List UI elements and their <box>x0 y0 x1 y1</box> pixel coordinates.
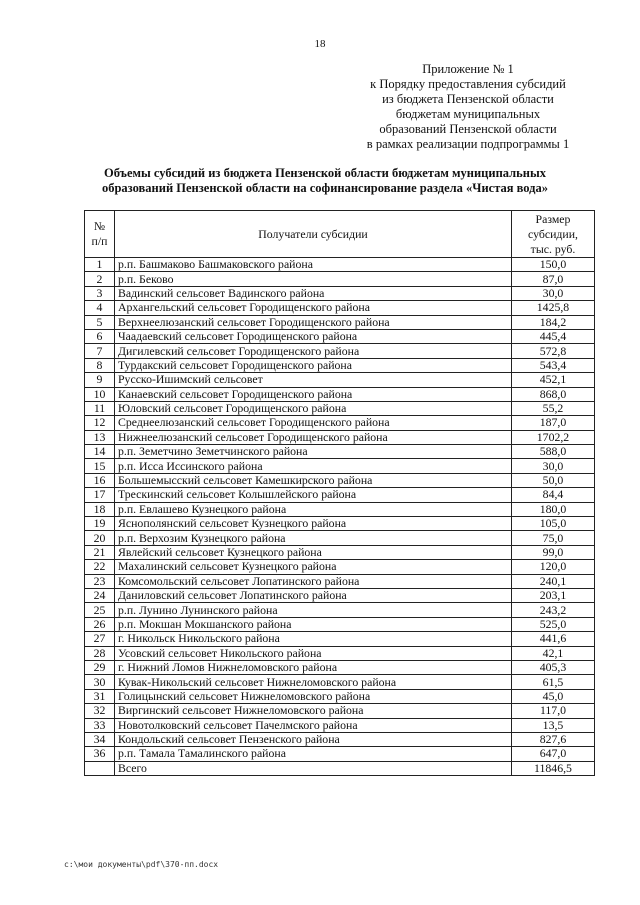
header-amount-line1: Размер <box>535 211 571 226</box>
table-body <box>85 258 595 776</box>
table-row <box>85 344 595 358</box>
header-amount <box>512 211 595 258</box>
row-amount: 61,5 <box>512 675 595 689</box>
total-row <box>85 761 595 775</box>
total-num <box>85 761 115 775</box>
table-row <box>85 617 595 631</box>
row-amount: 1702,2 <box>512 430 595 444</box>
row-amount: 543,4 <box>512 358 595 372</box>
row-num: 27 <box>85 632 115 646</box>
table-row <box>85 387 595 401</box>
table-row <box>85 373 595 387</box>
page-number: 18 <box>314 38 326 50</box>
row-amount: 187,0 <box>512 416 595 430</box>
row-recipient: р.п. Беково <box>115 272 512 286</box>
row-amount: 13,5 <box>512 718 595 732</box>
row-recipient: Усовский сельсовет Никольского района <box>115 646 512 660</box>
row-recipient: Трескинский сельсовет Колышлейского района <box>115 488 512 502</box>
appendix-line: из бюджета Пензенской области <box>382 92 554 106</box>
row-num: 31 <box>85 689 115 703</box>
row-amount: 588,0 <box>512 445 595 459</box>
row-amount: 441,6 <box>512 632 595 646</box>
row-recipient: Верхнеелюзанский сельсовет Городищенского района <box>115 315 512 329</box>
document-title <box>60 166 590 196</box>
total-amount: 11846,5 <box>512 761 595 775</box>
table-row <box>85 401 595 415</box>
row-num: 15 <box>85 459 115 473</box>
row-amount: 452,1 <box>512 373 595 387</box>
row-recipient: Голицынский сельсовет Нижнеломовского района <box>115 689 512 703</box>
row-num: 5 <box>85 315 115 329</box>
row-recipient: Дигилевский сельсовет Городищенского района <box>115 344 512 358</box>
row-recipient: Большемысский сельсовет Камешкирского района <box>115 473 512 487</box>
table-row <box>85 704 595 718</box>
row-amount: 827,6 <box>512 732 595 746</box>
row-recipient: р.п. Башмаково Башмаковского района <box>115 258 512 272</box>
table-row <box>85 258 595 272</box>
row-num: 3 <box>85 286 115 300</box>
appendix-line: образований Пензенской области <box>379 122 557 136</box>
row-num: 9 <box>85 373 115 387</box>
row-recipient: р.п. Исса Иссинского района <box>115 459 512 473</box>
row-num: 17 <box>85 488 115 502</box>
row-amount: 84,4 <box>512 488 595 502</box>
row-num: 33 <box>85 718 115 732</box>
row-recipient: Виргинский сельсовет Нижнеломовского района <box>115 704 512 718</box>
row-num: 26 <box>85 617 115 631</box>
row-amount: 572,8 <box>512 344 595 358</box>
row-amount: 75,0 <box>512 531 595 545</box>
row-num: 12 <box>85 416 115 430</box>
row-recipient: Юловский сельсовет Городищенского района <box>115 401 512 415</box>
row-recipient: Чаадаевский сельсовет Городищенского района <box>115 329 512 343</box>
row-amount: 30,0 <box>512 459 595 473</box>
row-amount: 1425,8 <box>512 301 595 315</box>
title-line-1: Объемы субсидий из бюджета Пензенской области бюджетам муниципальных <box>104 166 546 180</box>
header-num-line2: п/п <box>91 234 108 248</box>
row-amount: 868,0 <box>512 387 595 401</box>
row-amount: 50,0 <box>512 473 595 487</box>
row-recipient: Махалинский сельсовет Кузнецкого района <box>115 560 512 574</box>
header-amount-line3: тыс. руб. <box>530 241 576 256</box>
row-recipient: Турдакский сельсовет Городищенского района <box>115 358 512 372</box>
table-row <box>85 588 595 602</box>
table-row <box>85 660 595 674</box>
row-amount: 42,1 <box>512 646 595 660</box>
table-row <box>85 445 595 459</box>
header-name: Получатели субсидии <box>115 211 512 258</box>
row-recipient: Новотолковский сельсовет Пачелмского района <box>115 718 512 732</box>
row-amount: 150,0 <box>512 258 595 272</box>
row-num: 30 <box>85 675 115 689</box>
row-num: 34 <box>85 732 115 746</box>
row-amount: 240,1 <box>512 574 595 588</box>
row-recipient: Комсомольский сельсовет Лопатинского района <box>115 574 512 588</box>
row-num: 21 <box>85 545 115 559</box>
row-recipient: Кувак-Никольский сельсовет Нижнеломовского района <box>115 675 512 689</box>
row-num: 7 <box>85 344 115 358</box>
row-amount: 105,0 <box>512 517 595 531</box>
table-row <box>85 272 595 286</box>
table-header-row <box>85 211 595 258</box>
appendix-line: в рамках реализации подпрограммы 1 <box>366 137 570 151</box>
table-row <box>85 603 595 617</box>
row-amount: 87,0 <box>512 272 595 286</box>
table-row <box>85 545 595 559</box>
subsidy-table <box>84 210 595 776</box>
table-row <box>85 531 595 545</box>
row-amount: 184,2 <box>512 315 595 329</box>
header-amount-line2: субсидии, <box>528 226 578 241</box>
table-row <box>85 675 595 689</box>
row-amount: 55,2 <box>512 401 595 415</box>
table-row <box>85 732 595 746</box>
row-recipient: р.п. Евлашево Кузнецкого района <box>115 502 512 516</box>
table-row <box>85 488 595 502</box>
row-num: 6 <box>85 329 115 343</box>
table-row <box>85 646 595 660</box>
title-line-2: образований Пензенской области на софинансирование раздела «Чистая вода» <box>101 181 549 195</box>
row-num: 8 <box>85 358 115 372</box>
row-num: 10 <box>85 387 115 401</box>
row-num: 4 <box>85 301 115 315</box>
row-recipient: р.п. Мокшан Мокшанского района <box>115 617 512 631</box>
table-row <box>85 416 595 430</box>
row-amount: 30,0 <box>512 286 595 300</box>
table-row <box>85 473 595 487</box>
table-row <box>85 286 595 300</box>
row-amount: 243,2 <box>512 603 595 617</box>
row-num: 11 <box>85 401 115 415</box>
row-recipient: Архангельский сельсовет Городищенского района <box>115 301 512 315</box>
row-recipient: Кондольский сельсовет Пензенского района <box>115 732 512 746</box>
row-amount: 525,0 <box>512 617 595 631</box>
table-row <box>85 358 595 372</box>
row-amount: 647,0 <box>512 747 595 761</box>
row-recipient: р.п. Верхозим Кузнецкого района <box>115 531 512 545</box>
table-row <box>85 329 595 343</box>
row-recipient: Нижнеелюзанский сельсовет Городищенского района <box>115 430 512 444</box>
row-num: 25 <box>85 603 115 617</box>
table-row <box>85 301 595 315</box>
table-row <box>85 574 595 588</box>
row-num: 28 <box>85 646 115 660</box>
row-num: 23 <box>85 574 115 588</box>
header-num <box>85 211 115 258</box>
table-row <box>85 430 595 444</box>
row-recipient: р.п. Земетчино Земетчинского района <box>115 445 512 459</box>
table-row <box>85 747 595 761</box>
row-num: 1 <box>85 258 115 272</box>
appendix-line: Приложение № 1 <box>422 62 514 76</box>
row-recipient: Вадинский сельсовет Вадинского района <box>115 286 512 300</box>
table-row <box>85 315 595 329</box>
appendix-block <box>348 62 588 152</box>
row-num: 24 <box>85 588 115 602</box>
row-num: 20 <box>85 531 115 545</box>
row-recipient: г. Нижний Ломов Нижнеломовского района <box>115 660 512 674</box>
row-recipient: р.п. Тамала Тамалинского района <box>115 747 512 761</box>
row-recipient: Среднеелюзанский сельсовет Городищенского района <box>115 416 512 430</box>
row-amount: 120,0 <box>512 560 595 574</box>
row-num: 32 <box>85 704 115 718</box>
row-num: 2 <box>85 272 115 286</box>
table-row <box>85 718 595 732</box>
row-amount: 45,0 <box>512 689 595 703</box>
row-amount: 445,4 <box>512 329 595 343</box>
row-amount: 180,0 <box>512 502 595 516</box>
footer-file-path: c:\мои документы\pdf\370-пп.docx <box>64 860 219 869</box>
row-amount: 405,3 <box>512 660 595 674</box>
appendix-line: бюджетам муниципальных <box>395 107 541 121</box>
row-num: 18 <box>85 502 115 516</box>
row-num: 14 <box>85 445 115 459</box>
table-row <box>85 459 595 473</box>
row-recipient: Русско-Ишимский сельсовет <box>115 373 512 387</box>
header-num-line1: № <box>93 219 106 233</box>
row-amount: 99,0 <box>512 545 595 559</box>
table-row <box>85 502 595 516</box>
table-row <box>85 632 595 646</box>
row-num: 29 <box>85 660 115 674</box>
table-row <box>85 689 595 703</box>
appendix-line: к Порядку предоставления субсидий <box>370 77 566 91</box>
row-num: 19 <box>85 517 115 531</box>
row-recipient: Канаевский сельсовет Городищенского района <box>115 387 512 401</box>
row-recipient: г. Никольск Никольского района <box>115 632 512 646</box>
row-recipient: Яснополянский сельсовет Кузнецкого района <box>115 517 512 531</box>
row-recipient: Явлейский сельсовет Кузнецкого района <box>115 545 512 559</box>
row-num: 22 <box>85 560 115 574</box>
row-recipient: р.п. Лунино Лунинского района <box>115 603 512 617</box>
row-amount: 203,1 <box>512 588 595 602</box>
row-num: 36 <box>85 747 115 761</box>
row-num: 16 <box>85 473 115 487</box>
table-row <box>85 517 595 531</box>
total-label: Всего <box>115 761 512 775</box>
table-row <box>85 560 595 574</box>
row-recipient: Даниловский сельсовет Лопатинского района <box>115 588 512 602</box>
row-amount: 117,0 <box>512 704 595 718</box>
row-num: 13 <box>85 430 115 444</box>
